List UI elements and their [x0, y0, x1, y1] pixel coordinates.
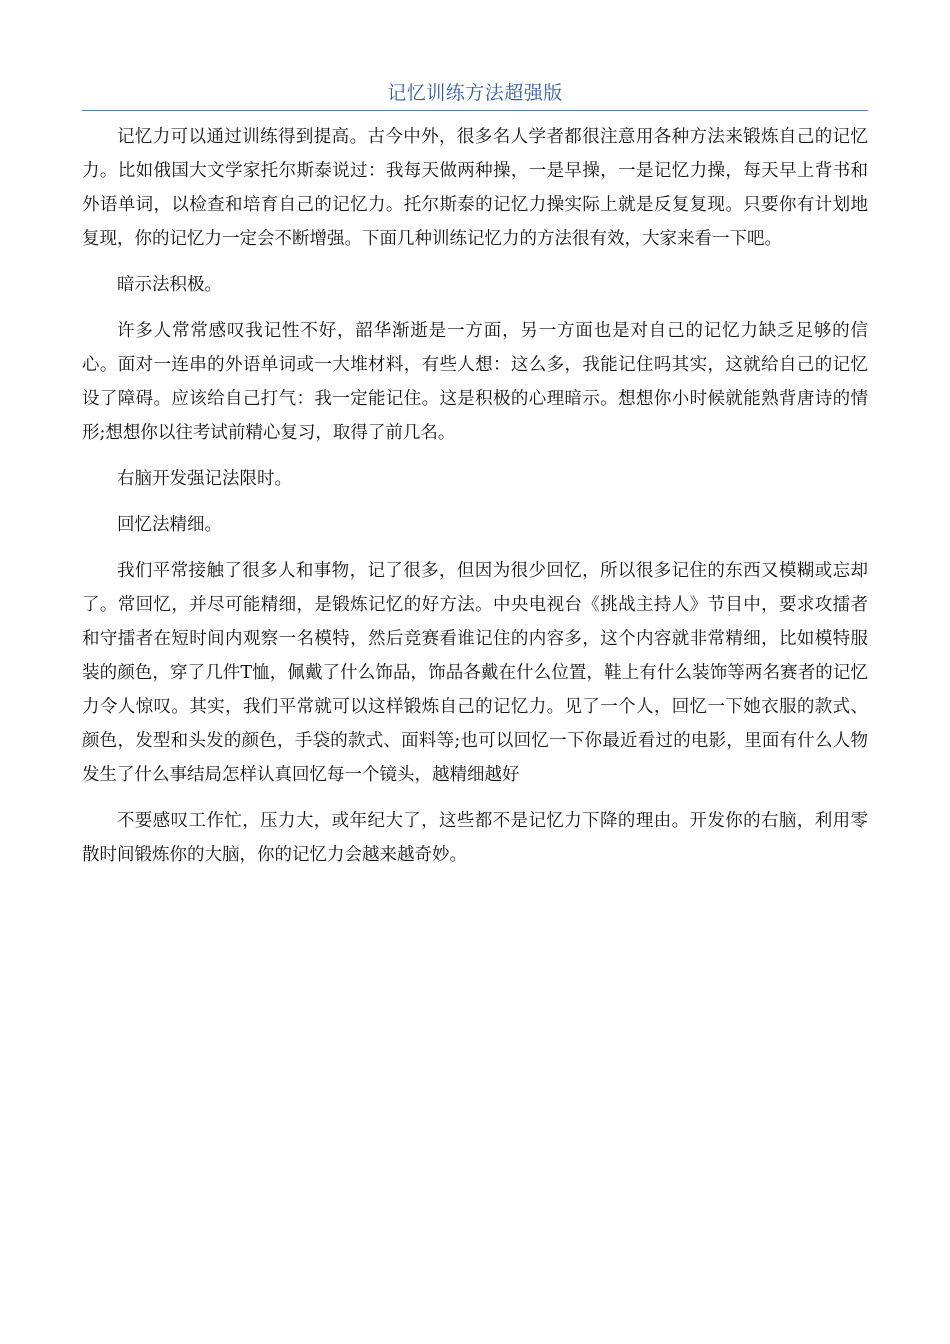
- section-heading-suggestion: 暗示法积极。: [117, 275, 222, 295]
- page-header: [82, 78, 868, 111]
- paragraph-conclusion: 不要感叹工作忙，压力大，或年纪大了，这些都不是记忆力下降的理由。开发你的右脑，利用零散时间锻炼你的大脑，你的记忆力会越来越奇妙。: [82, 811, 868, 865]
- section-heading-right-brain: 右脑开发强记法限时。: [117, 469, 292, 489]
- document-body: [82, 120, 868, 884]
- paragraph-intro: 记忆力可以通过训练得到提高。古今中外，很多名人学者都很注意用各种方法来锻炼自己的记忆力。比如俄国大文学家托尔斯泰说过：我每天做两种操，一是早操，一是记忆力操，每天早上背书和外语单词，以检查和培育自己的记忆力。托尔斯泰的记忆力操实际上就是反复复现。只要你有计划地复现，你的记忆力一定会不断增强。下面几种训练记忆力的方法很有效，大家来看一下吧。: [82, 127, 868, 249]
- paragraph-suggestion: 许多人常常感叹我记性不好，韶华渐逝是一方面，另一方面也是对自己的记忆力缺乏足够的信心。面对一连串的外语单词或一大堆材料，有些人想：这么多，我能记住吗其实，这就给自己的记忆设了障碍。应该给自己打气：我一定能记住。这是积极的心理暗示。想想你小时候就能熟背唐诗的情形;想想你以往考试前精心复习，取得了前几名。: [82, 321, 868, 443]
- section-heading-recall: 回忆法精细。: [117, 515, 222, 535]
- document-title: 记忆训练方法超强版: [387, 82, 563, 104]
- paragraph-recall: 我们平常接触了很多人和事物，记了很多，但因为很少回忆，所以很多记住的东西又模糊或忘却了。常回忆，并尽可能精细，是锻炼记忆的好方法。中央电视台《挑战主持人》节目中，要求攻擂者和守擂者在短时间内观察一名模特，然后竞赛看谁记住的内容多，这个内容就非常精细，比如模特服装的颜色，穿了几件T恤，佩戴了什么饰品，饰品各戴在什么位置，鞋上有什么装饰等两名赛者的记忆力令人惊叹。其实，我们平常就可以这样锻炼自己的记忆力。见了一个人，回忆一下她衣服的款式、颜色，发型和头发的颜色，手袋的款式、面料等;也可以回忆一下你最近看过的电影，里面有什么人物发生了什么事结局怎样认真回忆每一个镜头，越精细越好: [82, 561, 868, 785]
